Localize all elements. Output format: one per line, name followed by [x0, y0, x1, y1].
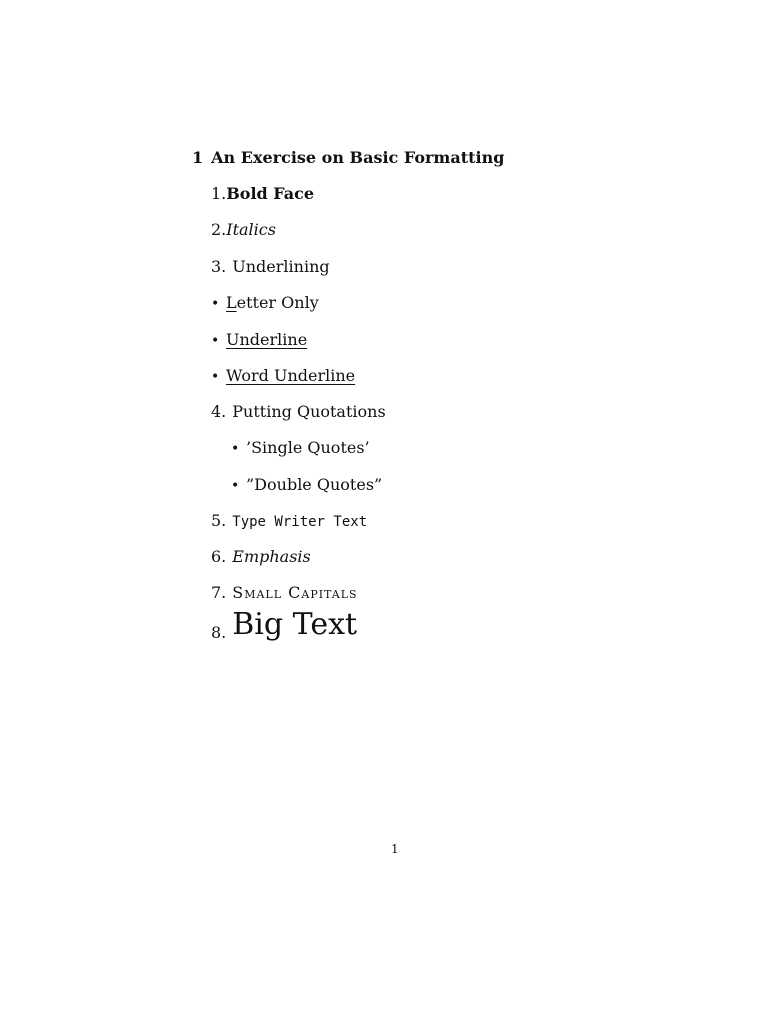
italic-text: Italics: [226, 220, 276, 239]
item-number: 7.: [211, 583, 227, 602]
bullet-word-underline: [211, 366, 355, 387]
item-number: 6.: [211, 547, 227, 566]
list-item-bold: [211, 184, 314, 204]
item-number: 3.: [211, 257, 227, 276]
bullet-icon: •: [231, 441, 240, 457]
list-item-small-caps: [211, 583, 358, 603]
page-number: 1: [391, 842, 399, 856]
emphasis-text: Emphasis: [232, 547, 311, 566]
bullet-icon: •: [211, 369, 220, 385]
section-number: 1: [192, 148, 204, 167]
list-item-big-text: [211, 608, 357, 643]
double-quotes-text: ”Double Quotes”: [246, 475, 383, 494]
letter-only-rest: etter Only: [236, 293, 319, 312]
underlined-phrase: Word Underline: [226, 366, 356, 385]
underlined-word: Underline: [226, 330, 308, 349]
underlining-text: Underlining: [232, 257, 330, 276]
bold-text: Bold Face: [226, 184, 315, 203]
underlined-letter: L: [226, 293, 237, 312]
single-quotes-text: ’Single Quotes’: [246, 438, 370, 457]
bullet-underline: [211, 330, 307, 351]
list-item-italics: [211, 220, 276, 240]
quotations-text: Putting Quotations: [232, 402, 386, 421]
bullet-icon: •: [231, 478, 240, 494]
item-number: 2.: [211, 220, 227, 239]
bullet-single-quotes: [231, 438, 370, 459]
item-number: 4.: [211, 402, 227, 421]
section-title: An Exercise on Basic Formatting: [211, 148, 505, 167]
bullet-letter-only: [211, 293, 319, 314]
item-number: 5.: [211, 511, 227, 530]
small-caps-text: Small Capitals: [232, 583, 358, 602]
list-item-quotations: [211, 402, 386, 422]
list-item-typewriter: [211, 511, 367, 532]
bullet-icon: •: [211, 296, 220, 312]
item-number: 1.: [211, 184, 227, 203]
list-item-emphasis: [211, 547, 311, 567]
big-text: Big Text: [232, 607, 358, 642]
section-heading: [192, 148, 504, 168]
typewriter-text: Type Writer Text: [232, 514, 368, 530]
list-item-underlining: [211, 257, 330, 277]
item-number: 8.: [211, 623, 227, 642]
bullet-icon: •: [211, 333, 220, 349]
bullet-double-quotes: [231, 475, 382, 496]
